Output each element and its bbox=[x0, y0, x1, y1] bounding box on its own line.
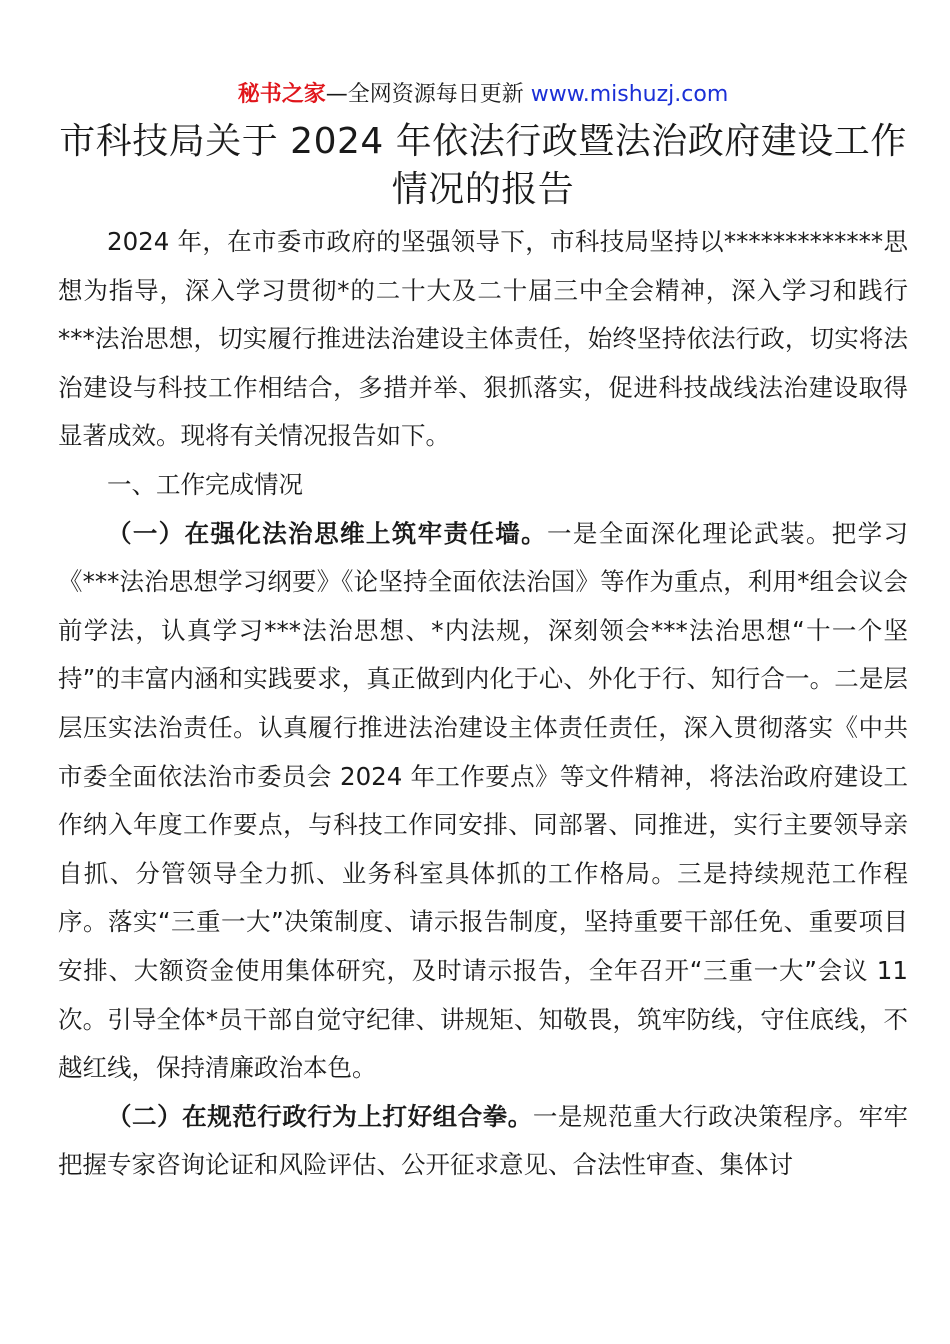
paragraph-2 bbox=[58, 1093, 908, 1190]
paragraph-2-body: 一是规范重大行政决策程序。牢牢把握专家咨询论证和风险评估、公开征求意见、合法性审查、集体讨 bbox=[58, 1101, 909, 1180]
banner-brand: 秘书之家 bbox=[237, 82, 326, 107]
document-page bbox=[58, 78, 908, 1190]
section-heading: 一、工作完成情况 bbox=[107, 469, 303, 499]
paragraph-1-body: 一是全面深化理论武装。把学习《***法治思想学习纲要》《论坚持全面依法治国》等作为重点，利用*组会议会前学法，认真学习***法治思想、*内法规，深刻领会***法治思想“十一个坚持”的丰富内涵和实践要求，真正做到内化于心、外化于行、知行合一。二是层层压实法治责任。认真履行推进法治建设主体责任责任，深入贯彻落实《中共市委全面依法治市委员会 2024 年工作要点》等文件精神，将法治政府建设工作纳入年度工作要点，与科技工作同安排、同部署、同推进，实行主要领导亲自抓、分管领导全力抓、业务科室具体抓的工作格局。三是持续规范工作程序。落实“三重一大”决策制度、请示报告制度，坚持重要干部任免、重要项目安排、大额资金使用集体研究，及时请示报告，全年召开“三重一大”会议 11 次。引导全体*员干部自觉守纪律、讲规矩、知敬畏，筑牢防线，守住底线，不越红线，保持清廉政治本色。 bbox=[58, 518, 908, 1083]
title-line-1: 市科技局关于 2024 年依法行政暨法治政府建设工作 bbox=[59, 121, 907, 162]
banner-tagline: —全网资源每日更新 bbox=[325, 82, 531, 107]
intro-paragraph: 2024 年，在市委市政府的坚强领导下，市科技局坚持以*************思想为指导，深入学习贯彻*的二十大及二十届三中全会精神，深入学习和践行***法治思想，切实履行推进法治建设主体责任，始终坚持依法行政，切实将法治建设与科技工作相结合，多措并举、狠抓落实，促进科技战线法治建设取得显著成效。现将有关情况报告如下。 bbox=[58, 227, 908, 451]
document-body bbox=[58, 218, 908, 1190]
paragraph-2-lead: （二）在规范行政行为上打好组合拳。 bbox=[107, 1101, 533, 1131]
banner-url[interactable]: www.mishuzj.com bbox=[530, 82, 729, 107]
document-title bbox=[58, 118, 908, 214]
paragraph-1 bbox=[58, 510, 908, 1093]
paragraph-1-lead: （一）在强化法治思维上筑牢责任墙。 bbox=[107, 518, 548, 548]
site-banner bbox=[58, 78, 908, 112]
title-line-2: 情况的报告 bbox=[391, 169, 575, 210]
